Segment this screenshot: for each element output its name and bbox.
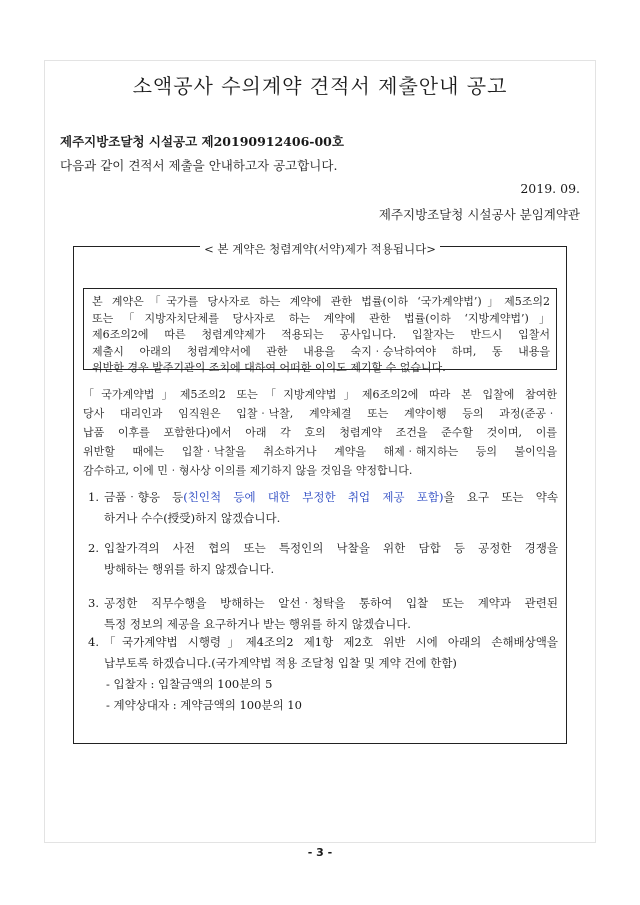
item-number: 3.: [88, 596, 99, 610]
integrity-box-heading: [0, 238, 640, 257]
document-title: 소액공사 수의계약 견적서 제출안내 공고: [132, 74, 508, 98]
integrity-notice-line: 제6조의2에 따른 청렴계약제가 적용되는 공사입니다. 입찰자는 반드시 입찰서: [92, 328, 550, 341]
integrity-box-heading-text: < 본 계약은 청렴계약(서약)제가 적용됩니다>: [200, 242, 440, 256]
item-highlight: (친인척 등에 대한 부정한 취업 제공 포함): [183, 490, 444, 504]
pledge-line: 당사 대리인과 임직원은 입찰‧낙찰, 계약체결 또는 계약이행 등의 과정(준공‧: [83, 407, 557, 420]
pledge-paragraph: [83, 385, 557, 480]
pledge-line: 위반할 때에는 입찰‧낙찰을 취소하거나 계약을 해제‧해지하는 등의 불이익을: [83, 445, 557, 458]
integrity-notice-line: 위반한 경우 발주기관의 조치에 대하여 어떠한 이의도 제기할 수 없습니다.: [92, 361, 446, 374]
integrity-notice-line: 또는「지방자치단체를 당사자로 하는 계약에 관한 법률(이하 ‘지방계약법’)」: [92, 311, 550, 325]
notice-date: 2019. 09.: [520, 181, 580, 196]
penalty-contractor: - 계약상대자 : 계약금액의 100분의 10: [106, 698, 302, 712]
item-line: 공정한 직무수행을 방해하는 알선‧청탁을 통하여 입찰 또는 계약과 관련된: [104, 596, 558, 610]
item-line: 특정 정보의 제공을 요구하거나 받는 행위를 하지 않겠습니다.: [104, 617, 411, 631]
item-line: 방해하는 행위를 하지 않겠습니다.: [104, 562, 275, 576]
item-text: 을 요구 또는 약속: [443, 490, 559, 504]
pledge-line: 감수하고, 이에 민‧형사상 이의를 제기하지 않을 것임을 약정합니다.: [83, 464, 413, 477]
page-number: - 3 -: [307, 846, 333, 859]
item-number: 4.: [88, 635, 99, 649]
notice-number: 제주지방조달청 시설공고 제20190912406-00호: [60, 134, 344, 149]
item-line: 「국가계약법 시행령」제4조의2 제1항 제2호 위반 시에 아래의 손해배상액을: [104, 635, 558, 649]
item-line: 입찰가격의 사전 협의 또는 특정인의 낙찰을 위한 담합 등 공정한 경쟁을: [104, 541, 558, 555]
pledge-line: 납품 이후를 포함한다)에서 아래 각 호의 청렴계약 조건을 준수할 것이며, 이를: [83, 426, 557, 439]
item-line: [104, 487, 558, 508]
item-text: 금품‧향응 등: [104, 490, 184, 504]
pledge-line: 「국가계약법」제5조의2 또는「지방계약법」제6조의2에 따라 본 입찰에 참여한: [83, 388, 557, 401]
item-number: 2.: [88, 541, 99, 555]
item-line: 하거나 수수(授受)하지 않겠습니다.: [104, 511, 281, 525]
penalty-bidder: - 입찰자 : 입찰금액의 100분의 5: [106, 677, 273, 691]
integrity-notice-box: [83, 288, 557, 374]
intro-text: 다음과 같이 견적서 제출을 안내하고자 공고합니다.: [60, 158, 338, 173]
integrity-notice-line: 본 계약은「국가를 당사자로 하는 계약에 관한 법률(이하 ‘국가계약법’)」제5조의2: [92, 295, 550, 308]
item-line: 납부토록 하겠습니다.(국가계약법 적용 조달청 입찰 및 계약 건에 한함): [104, 656, 457, 670]
integrity-notice-line: 제출시 아래의 청렴계약서에 관한 내용을 숙지‧승낙하여야 하며, 동 내용을: [92, 344, 550, 358]
item-number: 1.: [88, 490, 99, 504]
issuer: 제주지방조달청 시설공사 분임계약관: [378, 207, 580, 222]
